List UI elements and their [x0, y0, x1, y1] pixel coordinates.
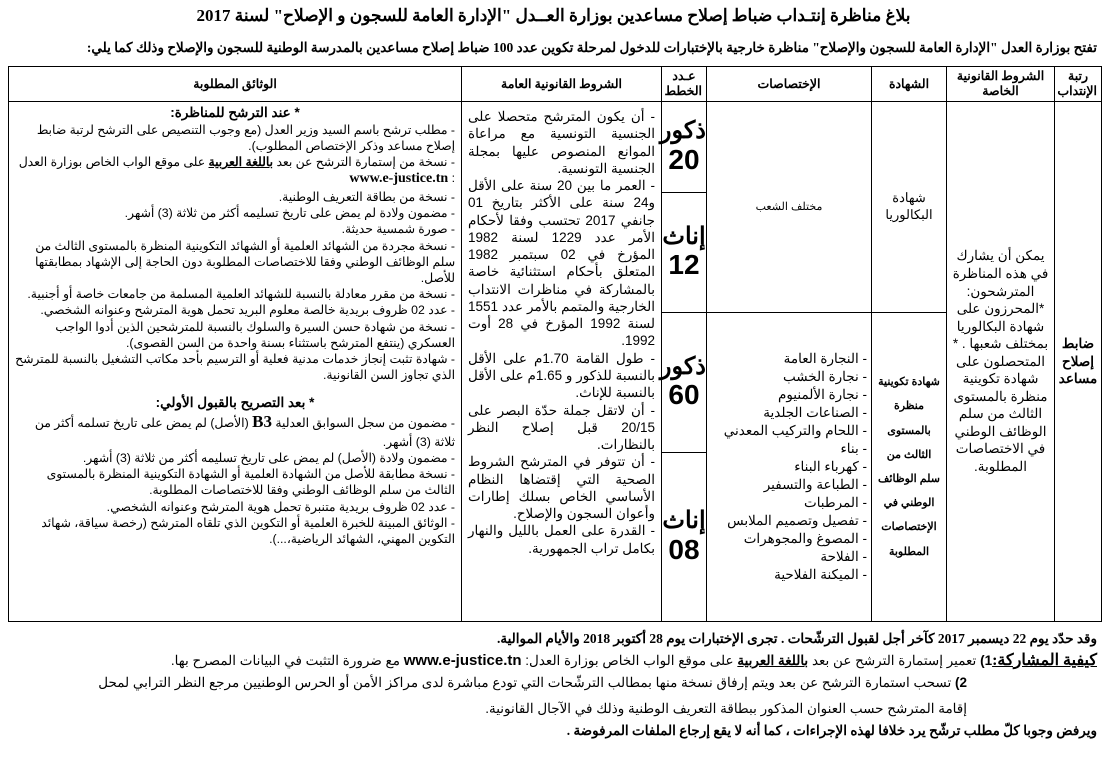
step-2: [7, 672, 1097, 694]
step-1: [7, 650, 1097, 672]
condition-item: - طول القامة 1.70م على الأقل بالنسبة للذكور و 1.65م على الأقل بالنسبة للإناث.: [468, 350, 656, 401]
b3-code: B3: [252, 412, 272, 432]
rejection-notice: ويرفض وجوبا كلّ مطلب ترشّح يرد خلافا لهذه الإجراءات ، كما أنه لا يقع إرجاع الملفات المرفوضة .: [566, 723, 1097, 738]
specialty-item: - الميكنة الفلاحية: [774, 566, 867, 582]
specialty-item: - نجارة الخشب: [782, 369, 867, 385]
specialty-item: - الفلاحة: [820, 548, 867, 564]
specialties-bac: مختلف الشعب: [707, 102, 872, 313]
count-male-bac: [659, 102, 707, 193]
text: (الأصل) لم يمض على تاريخ تسلمه أكثر من ثلاثة (3) أشهر.: [34, 416, 455, 449]
header-documents: الوثائق المطلوبة: [9, 67, 462, 102]
header-certificate: الشهادة: [872, 67, 947, 102]
count-male-vocational: [659, 313, 707, 453]
text: على موقع الواب الخاص بوزارة العدل :: [18, 155, 455, 186]
document-item: - الوثائق المبينة للخبرة العلمية أو التكوين الذي تلقاه المترشح (رخصة سياقة، شهائد التكوين المهني، الشهائد الرياضية،...).: [41, 515, 455, 547]
step-number: 2): [954, 675, 967, 690]
header-special-conditions: الشروط القانونية الخاصة: [947, 67, 1055, 102]
header-specialties: الإختصاصات: [707, 67, 872, 102]
arabic-language-note: باللغة العربية: [208, 155, 274, 170]
certificate-bac: شهادة البكالوريا: [872, 102, 947, 313]
document-item: - شهادة تثبت إنجاز خدمات مدنية فعلية أو الترسيم بأحد مكاتب التشغيل بالنسبة للمترشح الذي تجاوز السن القانونية.: [15, 352, 455, 383]
table-row: [9, 102, 1102, 193]
competition-table: [8, 66, 1102, 622]
count-value: 12: [668, 249, 700, 281]
document-item: - عدد 02 ظروف بريدية متنبرة تحمل هوية المترشح وعنوانه الشخصي.: [106, 499, 455, 514]
table-header-row: [9, 67, 1102, 102]
document-item: - نسخة من شهادة حسن السيرة والسلوك بالنسبة للمترشحين الذين أدوا الواجب العسكري (ينتفع المترشح باستثناء بسنة واحدة من السن القصوى).: [55, 319, 455, 350]
specialty-item: - الطباعة والتسفير: [763, 476, 867, 492]
document-item: - نسخة مطابقة للأصل من الشهادة العلمية أو الشهادة التكوينية المنظرة بالمستوى الثالث من سلم الوظائف الوطني وفقا للاختصاصات المطلوبة.: [46, 467, 455, 498]
intro-paragraph: تفتح بوزارة العدل "الإدارة العامة للسجون والإصلاح" مناظرة خارجية بالإختبارات للدخول لمرحلة تكوين عدد 100 ضباط إصلاح مساعدين بالمدرسة الوطنية للسجون والإصلاح وذلك كما يلي:: [86, 40, 1097, 55]
document-item: - نسخة من مقرر معادلة بالنسبة للشهائد العلمية المسلمة من جامعات خاصة أو أجنبية.: [27, 287, 455, 302]
count-label: إناث: [662, 222, 706, 250]
condition-item: - أن يكون المترشح متحصلا على الجنسية التونسية مع مراعاة الموانع المنصوص عليها بمجلة الجنسية التونسية.: [468, 109, 655, 176]
count-value: 08: [668, 533, 700, 565]
general-conditions-cell: [462, 102, 662, 622]
condition-item: - العمر ما بين 20 سنة على الأقل و24 سنة على الأكثر بتاريخ 01 جانفي 2017 تحتسب وفقا لأحكام الأمر عدد 1229 لسنة 1982 المؤرخ في 02 سبتمبر 1982 المتعلق بأحكام استثنائية خاصة بالمشاركة في مناظرات الانتداب الخارجية والمتمم بالأمر عدد 1551 لسنة 1992 المؤرخ في 28 أوت 1992.: [468, 178, 655, 349]
website-url[interactable]: www.e-justice.tn: [403, 652, 522, 669]
document-item: - مطلب ترشح باسم السيد وزير العدل (مع وجوب التنصيص على الترشح لرتبة ضابط إصلاح مساعد وذكر الإختصاص المطلوب).: [36, 122, 455, 154]
specialty-item: - النجارة العامة: [783, 351, 867, 367]
step-number: 1): [980, 653, 993, 668]
specialty-item: - كهرباء البناء: [794, 459, 867, 475]
specialty-item: - المصوغ والمجوهرات: [743, 530, 867, 546]
specialty-item: - بناء: [840, 441, 867, 457]
condition-item: - أن تتوفر في المترشح الشروط الصحية التي إقتضاها النظام الأساسي الخاص بسلك إطارات وأعوان السجون والإصلاح.: [468, 454, 655, 522]
count-label: ذكور: [659, 352, 706, 380]
deadline-text: وقد حدّد يوم 22 ديسمبر 2017 كآخر أجل لقبول الترشّحات . تجرى الإختبارات يوم 28 أكتوبر 2018 والأيام الموالية.: [496, 631, 1097, 646]
how-to-participate-label: كيفية المشاركة:: [992, 652, 1097, 669]
header-rank: رتبة الإنتداب: [1055, 67, 1102, 102]
count-female-vocational: [662, 453, 707, 622]
text: مع ضرورة التثبت في البيانات المصرح بها.: [170, 653, 404, 668]
special-conditions-cell: يمكن أن يشارك في هذه المناظرة المترشحون: *المحرزون على شهادة البكالوريا بمختلف شعبها . * المتحصلون على شهادة تكوينية منظرة بالمستوى الثالث من سلم الوظائف الوطني في الاختصاصات المطلوبة.: [947, 102, 1055, 622]
specialty-item: - المرطبات: [803, 494, 867, 510]
section-title-admission: * بعد التصريح بالقبول الأولي:: [155, 394, 315, 410]
specialty-item: - تفصيل وتصميم الملابس: [727, 512, 867, 528]
documents-cell: [9, 102, 462, 622]
count-label: إناث: [662, 507, 706, 535]
text: - نسخة من إستمارة الترشح عن بعد: [273, 155, 455, 170]
section-title-application: * عند الترشح للمناظرة:: [170, 105, 300, 120]
count-female-bac: [662, 193, 707, 313]
document-item: - مضمون ولادة (الأصل) لم يمض على تاريخ تسليمه أكثر من ثلاثة (3) أشهر.: [82, 451, 455, 466]
count-label: ذكور: [659, 117, 706, 145]
condition-item: - أن لاتقل جملة حدّة البصر على 20/15 قبل إصلاح النظر بالنظارات.: [468, 402, 655, 453]
specialties-vocational: [707, 313, 872, 622]
count-value: 60: [668, 379, 700, 411]
announcement-title: بلاغ مناظرة إنتـداب ضباط إصلاح مساعدين بوزارة العــدل "الإدارة العامة للسجون و الإصلاح" لسنة 2017: [196, 6, 911, 25]
document-item: - نسخة من بطاقة التعريف الوطنية.: [278, 189, 455, 204]
text: تسحب استمارة الترشح عن بعد ويتم إرفاق نسخة منها بمطالب الترشّحات التي تودع مباشرة لدى مراكز الأمن أو الحرس الوطنيين مرجع النظر الترابي لمحل: [98, 675, 955, 690]
header-count: عـدد الخطط: [662, 67, 707, 102]
website-url[interactable]: www.e-justice.tn: [349, 171, 449, 187]
specialty-item: - اللحام والتركيب المعدني: [723, 423, 867, 439]
document-item: - عدد 02 ظروف بريدية خالصة معلوم البريد تحمل هوية المترشح وعنوانه الشخصي.: [40, 303, 455, 318]
certificate-vocational: شهادة تكوينية منظرة بالمستوى الثالث من سلم الوظائف الوطني في الإختصاصات المطلوبة: [872, 313, 947, 622]
step-2-continued: إقامة المترشح حسب العنوان المذكور ببطاقة التعريف الوطنية وذلك في الآجال القانونية.: [485, 701, 967, 716]
rank-cell: ضابط إصلاح مساعد: [1055, 102, 1102, 622]
specialty-item: - الصناعات الجلدية: [763, 405, 867, 421]
footer: [7, 628, 1097, 742]
document-item: - نسخة مجردة من الشهائد العلمية أو الشهائد التكوينية المنظرة بالمستوى الثالث من سلم الوظائف الوطني وفقا للاختصاصات المطلوبة دون الحاجة إلى الإشهاد بمطابقتها للأصل.: [35, 238, 455, 286]
text: - مضمون من سجل السوابق العدلية: [271, 416, 455, 431]
document-item: [15, 411, 455, 450]
specialty-item: - نجارة الألمنيوم: [777, 387, 867, 403]
header-general-conditions: الشروط القانونية العامة: [462, 67, 662, 102]
document-item: - صورة شمسية حديثة.: [341, 222, 455, 237]
text: تعمير إستمارة الترشح عن بعد: [808, 653, 981, 668]
count-value: 20: [668, 143, 700, 175]
document-item: [15, 154, 455, 189]
document-item: - مضمون ولادة لم يمض على تاريخ تسليمه أكثر من ثلاثة (3) أشهر.: [124, 206, 455, 221]
arabic-language-note: باللغة العربية: [737, 653, 809, 668]
condition-item: - القدرة على العمل بالليل والنهار بكامل تراب الجمهورية.: [468, 523, 655, 556]
text: على موقع الواب الخاص بوزارة العدل:: [521, 653, 738, 668]
